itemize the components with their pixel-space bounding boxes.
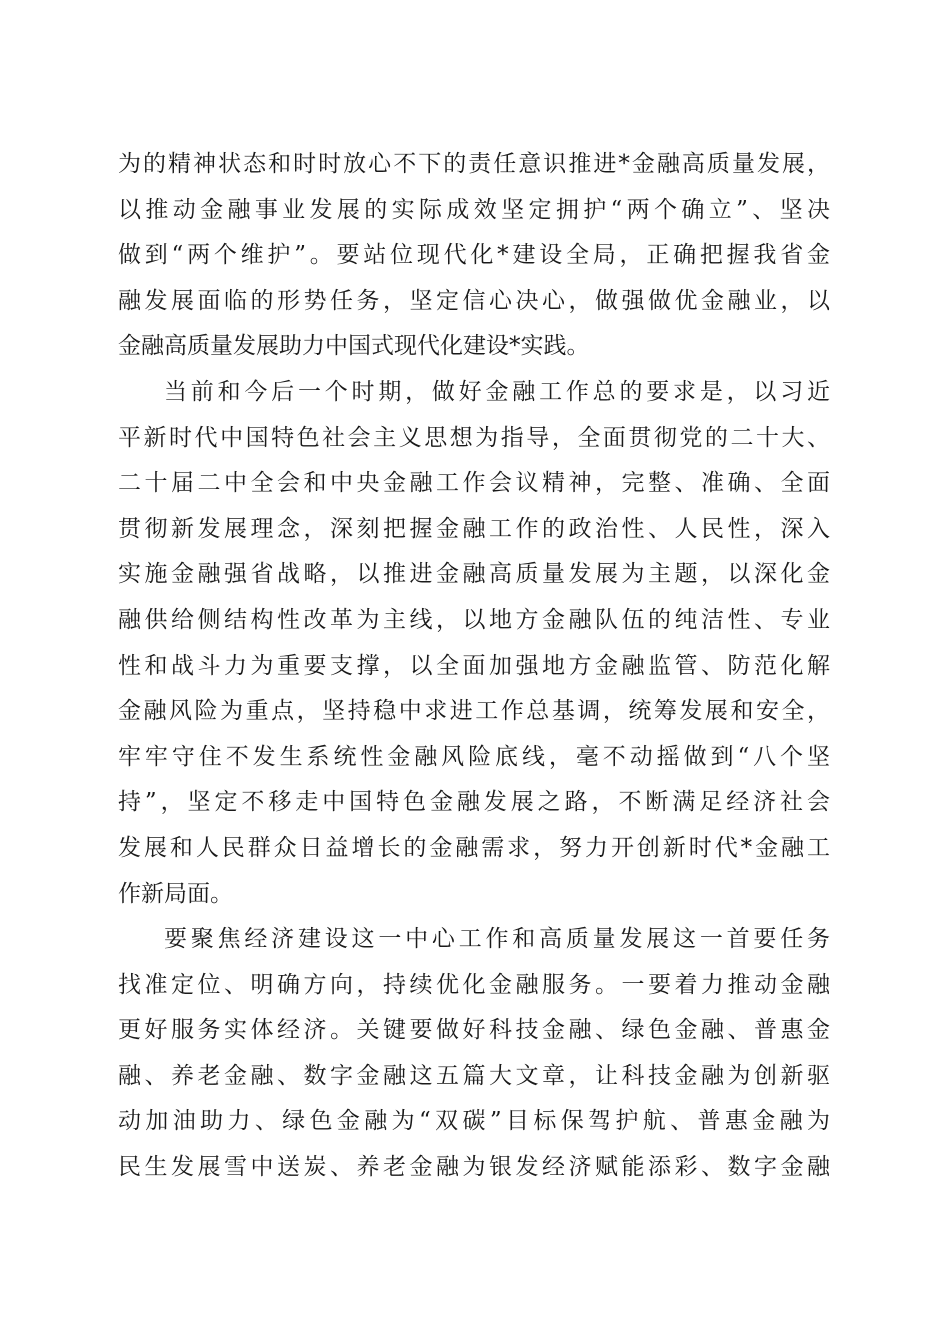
text-line: 以推动金融事业发展的实际成效坚定拥护“两个确立”、坚决 <box>118 196 830 223</box>
paragraph-start-line: 要聚焦经济建设这一中心工作和高质量发展这一首要任务 <box>164 926 830 953</box>
text-line: 融、养老金融、数字金融这五篇大文章，让科技金融为创新驱 <box>118 1062 830 1089</box>
text-line: 持”，坚定不移走中国特色金融发展之路，不断满足经济社会 <box>118 789 830 816</box>
text-line: 作新局面。 <box>118 880 233 907</box>
text-line: 金融高质量发展助力中国式现代化建设*实践。 <box>118 333 590 360</box>
text-line: 二十届二中全会和中央金融工作会议精神，完整、准确、全面 <box>118 470 830 497</box>
text-line: 融发展面临的形势任务，坚定信心决心，做强做优金融业，以 <box>118 287 830 314</box>
body-text <box>118 142 830 1191</box>
text-line: 融供给侧结构性改革为主线，以地方金融队伍的纯洁性、专业 <box>118 606 830 633</box>
text-line: 实施金融强省战略，以推进金融高质量发展为主题，以深化金 <box>118 561 830 588</box>
text-line: 为的精神状态和时时放心不下的责任意识推进*金融高质量发展， <box>118 151 830 177</box>
text-line: 民生发展雪中送炭、养老金融为银发经济赋能添彩、数字金融 <box>118 1154 830 1181</box>
text-line: 更好服务实体经济。关键要做好科技金融、绿色金融、普惠金 <box>118 1017 830 1044</box>
text-line: 做到“两个维护”。要站位现代化*建设全局，正确把握我省金 <box>118 242 830 269</box>
text-line: 找准定位、明确方向，持续优化金融服务。一要着力推动金融 <box>118 971 830 998</box>
text-line: 贯彻新发展理念，深刻把握金融工作的政治性、人民性，深入 <box>118 515 830 542</box>
text-line: 发展和人民群众日益增长的金融需求，努力开创新时代*金融工 <box>118 834 830 861</box>
text-line: 动加油助力、绿色金融为“双碳”目标保驾护航、普惠金融为 <box>118 1108 830 1135</box>
text-line: 金融风险为重点，坚持稳中求进工作总基调，统筹发展和安全， <box>118 698 830 725</box>
paragraph-start-line: 当前和今后一个时期，做好金融工作总的要求是，以习近 <box>164 378 830 405</box>
text-line: 性和战斗力为重要支撑，以全面加强地方金融监管、防范化解 <box>118 652 830 679</box>
text-line: 牢牢守住不发生系统性金融风险底线，毫不动摇做到“八个坚 <box>118 743 830 770</box>
text-line: 平新时代中国特色社会主义思想为指导，全面贯彻党的二十大、 <box>118 424 830 451</box>
